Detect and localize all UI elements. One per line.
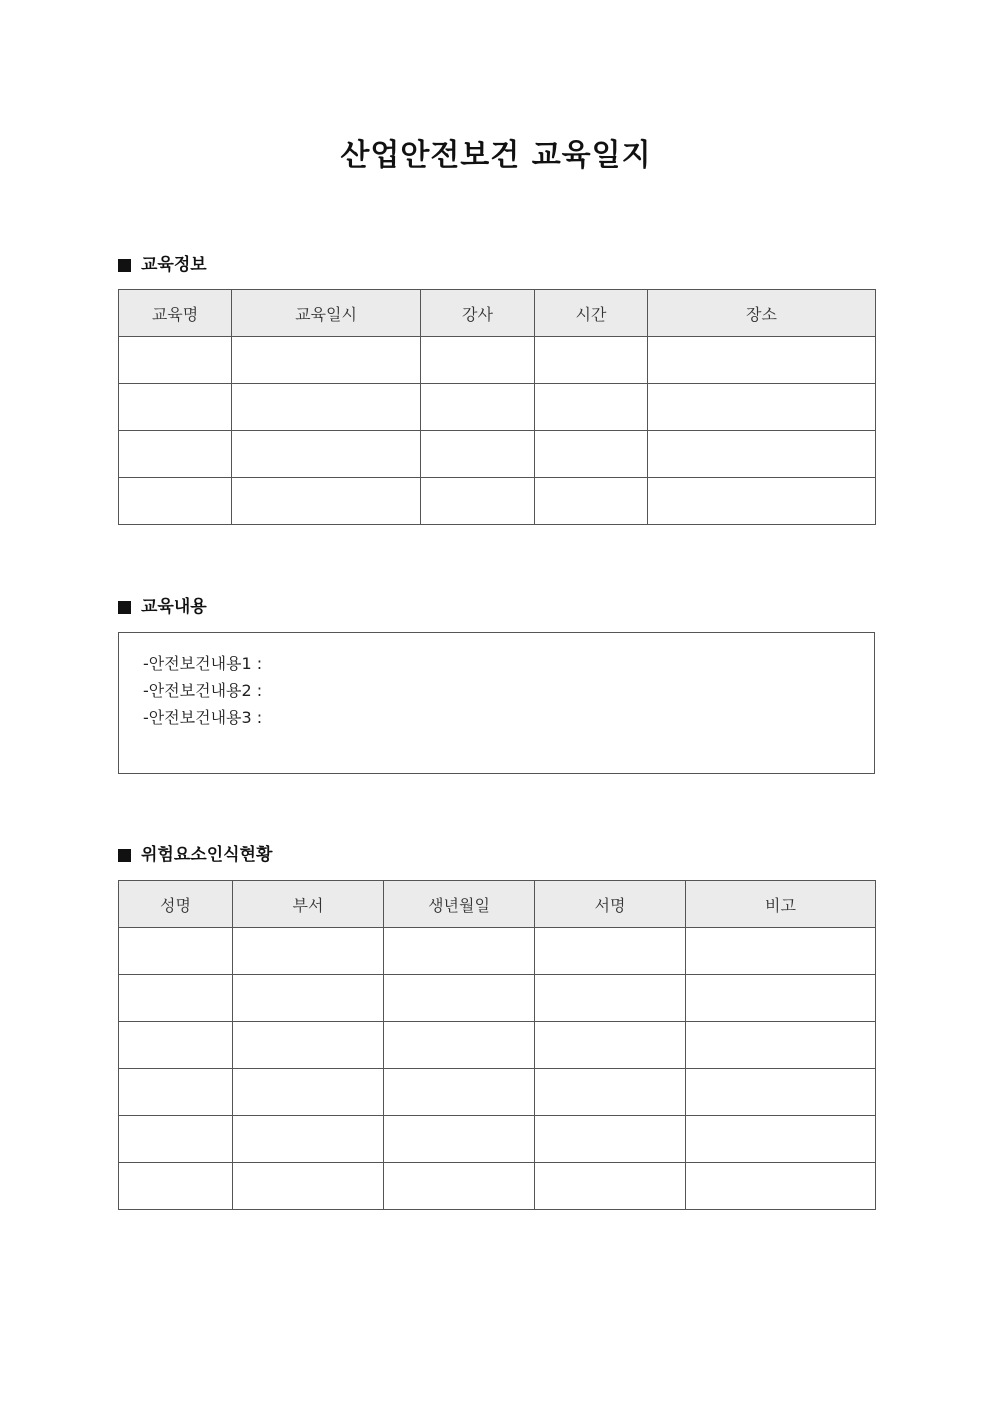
table-cell[interactable] xyxy=(535,975,686,1022)
education-info-table xyxy=(118,289,876,525)
content-line-1: -안전보건내용1 : xyxy=(143,654,263,673)
column-header-location: 장소 xyxy=(648,290,876,337)
table-cell[interactable] xyxy=(119,431,232,478)
table-row xyxy=(119,1022,876,1069)
table-cell[interactable] xyxy=(686,1163,876,1210)
column-header-instructor: 강사 xyxy=(421,290,535,337)
table-cell[interactable] xyxy=(233,1163,384,1210)
table-row xyxy=(119,1116,876,1163)
square-bullet-icon xyxy=(118,601,131,614)
table-cell[interactable] xyxy=(686,1069,876,1116)
table-cell[interactable] xyxy=(384,1069,535,1116)
table-cell[interactable] xyxy=(686,1116,876,1163)
column-header-signature: 서명 xyxy=(535,881,686,928)
table-cell[interactable] xyxy=(384,1163,535,1210)
table-cell[interactable] xyxy=(648,478,876,525)
table-cell[interactable] xyxy=(384,1022,535,1069)
table-cell[interactable] xyxy=(384,975,535,1022)
table-row xyxy=(119,1069,876,1116)
table-cell[interactable] xyxy=(119,478,232,525)
table-cell[interactable] xyxy=(119,1163,233,1210)
table-row xyxy=(119,928,876,975)
education-content-heading-text: 교육내용 xyxy=(141,597,207,617)
table-cell[interactable] xyxy=(535,1022,686,1069)
content-line-2: -안전보건내용2 : xyxy=(143,681,263,700)
table-cell[interactable] xyxy=(232,431,421,478)
document-title: 산업안전보건 교육일지 xyxy=(340,138,652,173)
table-cell[interactable] xyxy=(535,384,648,431)
table-cell[interactable] xyxy=(686,928,876,975)
table-cell[interactable] xyxy=(233,1116,384,1163)
table-cell[interactable] xyxy=(535,1069,686,1116)
table-cell[interactable] xyxy=(233,975,384,1022)
column-header-remarks: 비고 xyxy=(686,881,876,928)
education-content-heading xyxy=(118,595,207,619)
table-cell[interactable] xyxy=(421,431,535,478)
table-row xyxy=(119,384,876,431)
table-cell[interactable] xyxy=(119,337,232,384)
table-cell[interactable] xyxy=(119,1069,233,1116)
table-header-row xyxy=(119,290,876,337)
table-cell[interactable] xyxy=(535,431,648,478)
table-cell[interactable] xyxy=(648,384,876,431)
column-header-datetime: 교육일시 xyxy=(232,290,421,337)
table-cell[interactable] xyxy=(421,384,535,431)
table-cell[interactable] xyxy=(233,1069,384,1116)
column-header-name: 성명 xyxy=(119,881,233,928)
column-header-birthdate: 생년월일 xyxy=(384,881,535,928)
table-cell[interactable] xyxy=(686,1022,876,1069)
risk-awareness-table xyxy=(118,880,876,1210)
table-cell[interactable] xyxy=(232,337,421,384)
table-row xyxy=(119,975,876,1022)
table-cell[interactable] xyxy=(119,928,233,975)
table-cell[interactable] xyxy=(119,975,233,1022)
risk-awareness-heading-text: 위험요소인식현황 xyxy=(141,845,273,865)
table-cell[interactable] xyxy=(232,478,421,525)
table-row xyxy=(119,337,876,384)
table-row xyxy=(119,478,876,525)
table-cell[interactable] xyxy=(384,928,535,975)
table-cell[interactable] xyxy=(119,384,232,431)
table-cell[interactable] xyxy=(233,928,384,975)
risk-awareness-heading xyxy=(118,843,272,867)
table-cell[interactable] xyxy=(535,1116,686,1163)
table-cell[interactable] xyxy=(535,478,648,525)
table-cell[interactable] xyxy=(535,928,686,975)
table-cell[interactable] xyxy=(421,337,535,384)
table-cell[interactable] xyxy=(232,384,421,431)
table-cell[interactable] xyxy=(535,337,648,384)
table-cell[interactable] xyxy=(119,1022,233,1069)
column-header-hours: 시간 xyxy=(535,290,648,337)
column-header-department: 부서 xyxy=(233,881,384,928)
content-line-3: -안전보건내용3 : xyxy=(143,708,263,727)
education-info-heading xyxy=(118,253,207,277)
square-bullet-icon xyxy=(118,849,131,862)
square-bullet-icon xyxy=(118,259,131,272)
table-cell[interactable] xyxy=(648,431,876,478)
table-row xyxy=(119,431,876,478)
education-info-heading-text: 교육정보 xyxy=(141,255,207,275)
column-header-course-name: 교육명 xyxy=(119,290,232,337)
education-content-box[interactable] xyxy=(118,632,875,774)
table-header-row xyxy=(119,881,876,928)
table-cell[interactable] xyxy=(686,975,876,1022)
table-cell[interactable] xyxy=(535,1163,686,1210)
table-row xyxy=(119,1163,876,1210)
table-cell[interactable] xyxy=(233,1022,384,1069)
table-cell[interactable] xyxy=(384,1116,535,1163)
table-cell[interactable] xyxy=(421,478,535,525)
table-cell[interactable] xyxy=(119,1116,233,1163)
table-cell[interactable] xyxy=(648,337,876,384)
